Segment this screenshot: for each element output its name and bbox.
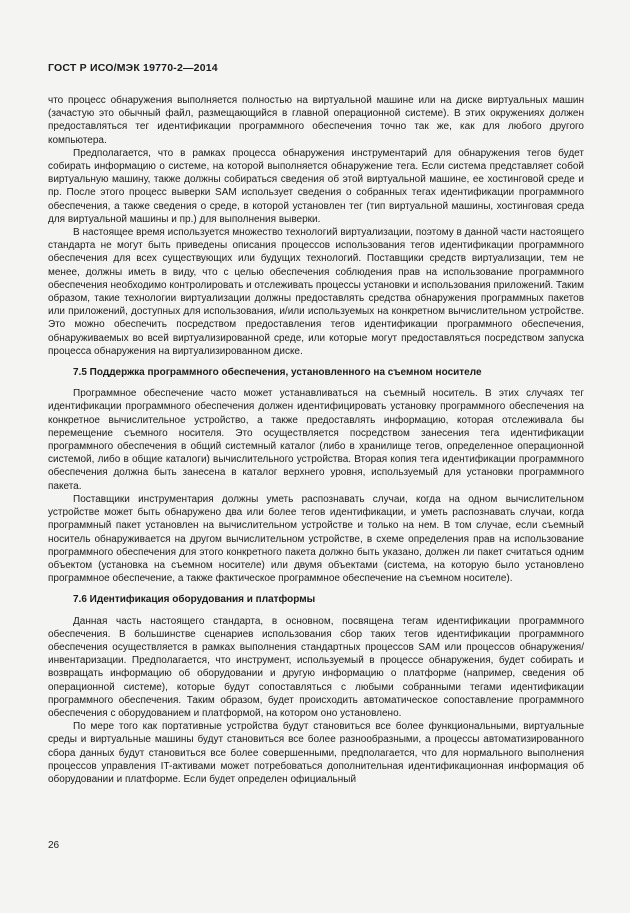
paragraph-group-1 [48, 94, 584, 358]
section-heading-7-5: 7.5 Поддержка программного обеспечения, установленного на съемном носителе [73, 367, 482, 379]
paragraph: В настоящее время используется множество технологий виртуализации, поэтому в данной части настоящего стандарта не могут быть приведены описания процессов использования тегов идентификации программного обеспечения для всех существующих или будущих технологий. Поставщики средств виртуализации, тем не менее, должны иметь в виду, что с целью обеспечения соблюдения прав на использование программного обеспечения необходимо контролировать и отслеживать процессы установки и использования приложений. Таким образом, такие технологии виртуализации должны предоставлять средства обнаружения программных пакетов или приложений, доступных для использования, и/или используемых на конкретном вычислительном устройстве. Это можно обеспечить посредством предоставления тегов идентификации программного обеспечения, обнаруживаемых во всей виртуализированной среде, или которые могут предоставляться посредством запуска процесса обнаружения на виртуализированном диске. [48, 227, 585, 357]
paragraph: По мере того как портативные устройства будут становиться все более функциональными, виртуальные среды и виртуальные машины будут становиться все более разнообразными, а процессы автоматизированного сбора данных будут становиться все более совершенными, предполагается, что для нормального выполнения процессов управления IT-активами может потребоваться дополнительная идентификационная информация об оборудовании и платформе. Если будет определен официальный [48, 721, 584, 785]
paragraph-group-3 [48, 615, 584, 787]
paragraph: Предполагается, что в рамках процесса обнаружения инструментарий для обнаружения тегов будет собирать информацию о системе, на которой выполняется обнаружение тега. Если система представляет собой виртуальную машину, также должны собираться сведения об этой виртуальной машине, ее хостинговой среде и пр. После этого процесс выверки SAM использует сведения о собранных тегах идентификации программного обеспечения, а также сведения о среде, в которой установлен тег (тип виртуальной машины, хостинговая среда для виртуальной машины и пр.) для выполнения выверки. [48, 147, 584, 225]
section-heading-7-6: 7.6 Идентификация оборудования и платформы [73, 594, 316, 606]
page-number: 26 [48, 840, 60, 851]
document-header: ГОСТ Р ИСО/МЭК 19770-2—2014 [48, 62, 218, 74]
paragraph-group-2 [48, 387, 584, 585]
paragraph: Поставщики инструментария должны уметь распознавать случаи, когда на одном вычислительном устройстве может быть обнаружено два или более тегов идентификации, и уметь распознавать случаи, когда программный пакет установлен на вычислительном устройстве и только на нем. В том случае, если съемный носитель обнаруживается на другом вычислительном устройстве, в схеме определения прав на использование программного обеспечения для этого конкретного пакета должно быть указано, должен ли пакет считаться одним объектом (установка на съемном носителе) или двумя объектами (система, на которую было установлено программное обеспечение, а также фактическое программное обеспечение на съемном носителе). [48, 493, 584, 585]
paragraph: Программное обеспечение часто может устанавливаться на съемный носитель. В этих случаях тег идентификации программного обеспечения должен идентифицировать установку программного обеспечения на конкретное вычислительное устройство, а также предоставлять информацию, которая отслеживала бы перемещение съемного носителя. Это осуществляется посредством занесения тега идентификации программного обеспечения в общий системный каталог (либо в хранилище тегов, определенное операционной системой, либо в общие каталоги) вычислительного устройства. Вторая копия тега идентификации программного обеспечения должна быть занесена в каталог верхнего уровня, используемый для установки программного пакета. [48, 388, 584, 492]
paragraph: что процесс обнаружения выполняется полностью на виртуальной машине или на диске виртуальных машин (зачастую это обычный файл, размещающийся в главной операционной системе). В этих окружениях должен предоставляться тег идентификации программного обеспечения точно так же, как для любого другого компьютера. [48, 95, 584, 146]
document-body [48, 94, 584, 786]
paragraph: Данная часть настоящего стандарта, в основном, посвящена тегам идентификации программного обеспечения. В большинстве сценариев использования сбор таких тегов идентификации программного обеспечения осуществляется в рамках выполнения стандартных процессов SAM или процессов обнаружения/инвентаризации. Предполагается, что инструмент, используемый в процессе обнаружения, будет собирать и возвращать информацию об оборудовании и другую информацию о платформе (например, сведения об операционной системе), которые будут сопоставляться с любыми собранными тегами идентификации программного обеспечения. Таким образом, будет происходить автоматическое сопоставление программного обеспечения с оборудованием и платформой, на котором оно установлено. [48, 615, 584, 719]
